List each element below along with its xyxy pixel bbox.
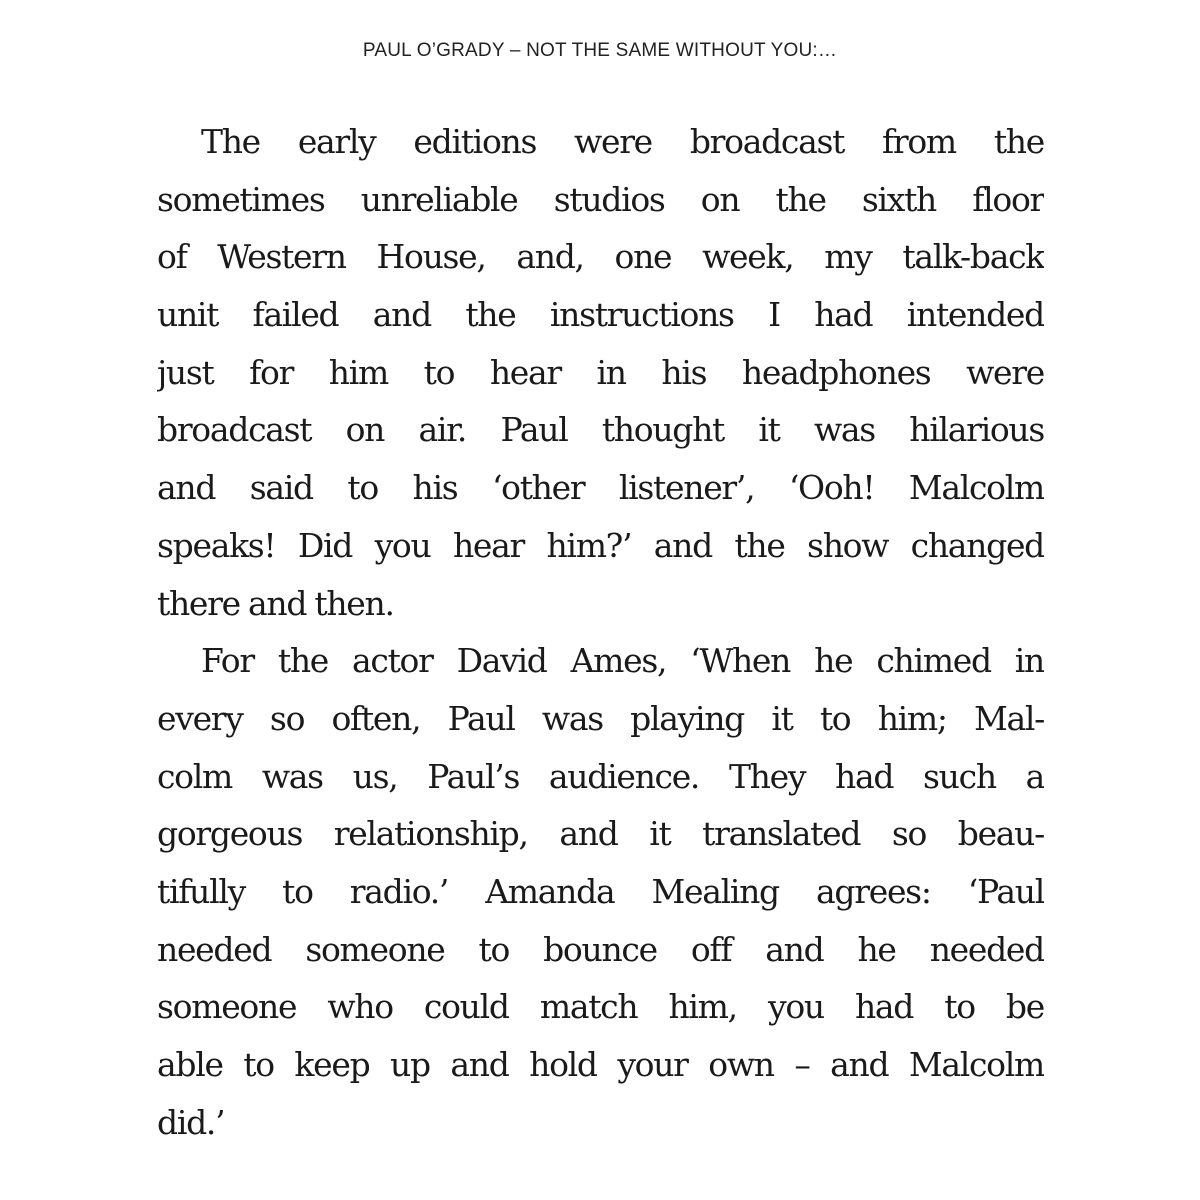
text-line: For the actor David Ames, ‘When he chimed in <box>201 641 1044 681</box>
text-line: just for him to hear in his headphones were <box>157 352 1044 392</box>
text-line: every so often, Paul was playing it to him; Mal- <box>157 698 1044 738</box>
text-line: there and then. <box>157 583 394 623</box>
text-line: able to keep up and hold your own – and Malcolm <box>157 1045 1044 1084</box>
text-line: colm was us, Paul’s audience. They had such a <box>157 756 1044 796</box>
paragraph <box>157 113 1044 632</box>
text-line: The early editions were broadcast from the <box>201 122 1044 161</box>
text-line: gorgeous relationship, and it translated so beau- <box>157 814 1044 854</box>
text-line: sometimes unreliable studios on the sixth floor <box>157 179 1044 219</box>
text-line: tifully to radio.’ Amanda Mealing agrees: ‘Paul <box>157 871 1044 911</box>
text-line: of Western House, and, one week, my talk-back <box>157 237 1044 277</box>
text-line: unit failed and the instructions I had intended <box>157 295 1044 335</box>
body-text <box>157 113 1044 1151</box>
text-line: did.’ <box>157 1102 225 1142</box>
text-line: broadcast on air. Paul thought it was hilarious <box>157 410 1044 450</box>
text-line: needed someone to bounce off and he needed <box>157 929 1044 969</box>
text-line: and said to his ‘other listener’, ‘Ooh! Malcolm <box>157 468 1044 508</box>
text-line: someone who could match him, you had to be <box>157 987 1044 1027</box>
running-head: PAUL O’GRADY – NOT THE SAME WITHOUT YOU:… <box>362 40 838 61</box>
paragraph <box>157 632 1044 1151</box>
text-line: speaks! Did you hear him?’ and the show changed <box>157 525 1044 565</box>
